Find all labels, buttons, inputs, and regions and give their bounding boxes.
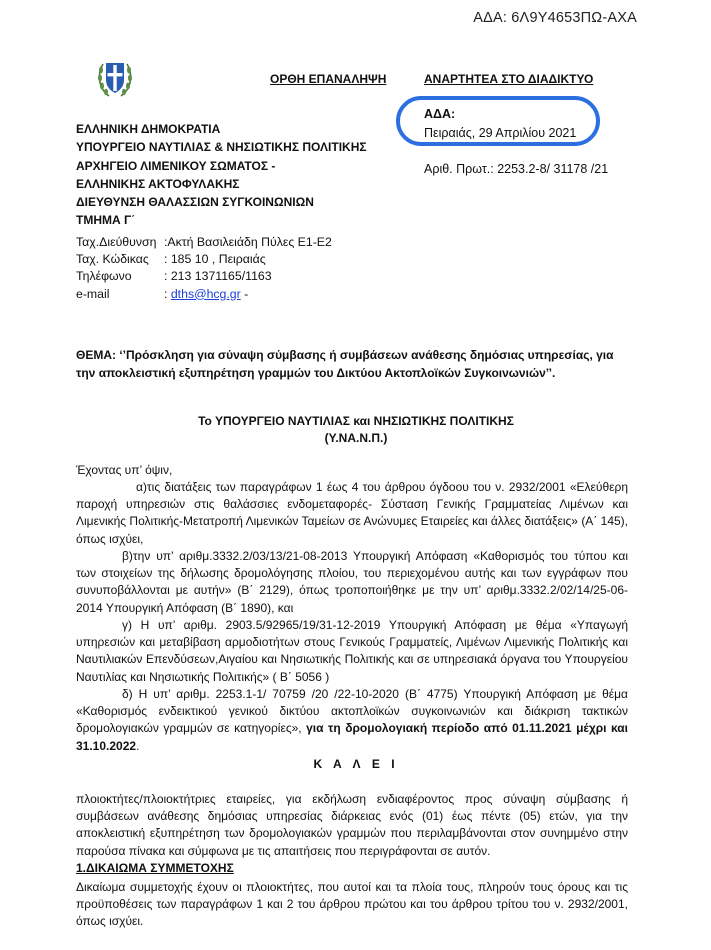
paragraph-a-text: α)τις διατάξεις των παραγράφων 1 έως 4 του άρθρου όγδοου του ν. 2932/2001 «Ελεύθερη παροχή υπηρεσιών στις θαλάσσιες ενδομεταφορές- Σύσταση Γενικής Γραμματείας Λιμένων και Λιμενικής Πολιτικής-Μετατροπή Λιμενικών Ταμείων σε Ανώνυμες Εταιρείες και άλλες διατάξεις» (Α΄ 145), όπως ισχύει, <box>76 480 628 546</box>
contact-address-row <box>76 234 332 251</box>
authority-title: Το ΥΠΟΥΡΓΕΙΟ ΝΑΥΤΙΛΙΑΣ και ΝΗΣΙΩΤΙΚΗΣ ΠΟΛΙΤΙΚΗΣ <box>198 414 514 428</box>
section-title: 1.ΔΙΚΑΙΩΜΑ ΣΥΜΜΕΤΟΧΗΣ <box>76 861 234 875</box>
invitation-text: πλοιοκτήτες/πλοιοκτήτριες εταιρείες, για εκδήλωση ενδιαφέροντος προς σύναψη σύμβασης ή συμβάσεων ανάθεσης δημόσιας υπηρεσίας διάρκειας ενός (01) έως πέντε (05) ετών, για την αποκλειστική εξυπηρέτηση των δρομολογιακών γραμμών που περιλαμβάνονται στον συνημμένο στην παρούσα πίνακα και σύμφωνα με τις απαιτήσεις που περιγράφονται σε αυτόν. <box>76 792 628 858</box>
contact-block <box>76 234 332 303</box>
subject: ΘΕΜΑ: ‘’Πρόσκληση για σύναψη σύμβασης ή συμβάσεων ανάθεσης δημόσιας υπηρεσίας, για την αποκλειστική εξυπηρέτηση γραμμών του Δικτύου Ακτοπλοϊκών Συγκοινωνιών’’. <box>76 348 614 380</box>
ada-label: ΑΔΑ: <box>424 107 456 121</box>
paragraph-d <box>76 686 628 755</box>
phone-label: Τηλέφωνο <box>76 269 132 284</box>
reference-block <box>424 105 608 179</box>
email-label: e-mail <box>76 286 110 301</box>
email-prefix: : <box>164 286 171 301</box>
contact-email-row <box>76 286 332 303</box>
ministry-line: ΕΛΛΗΝΙΚΗ ΔΗΜΟΚΡΑΤΙΑ <box>76 122 221 136</box>
address-label: Ταχ.Διεύθυνση <box>76 235 157 249</box>
paragraph-a <box>76 479 628 548</box>
email-suffix: - <box>240 286 249 301</box>
protocol-number: Αριθ. Πρωτ.: 2253.2-8/ 31178 /21 <box>424 162 609 176</box>
ministry-line: ΕΛΛΗΝΙΚΗΣ ΑΚΤΟΦΥΛΑΚΗΣ <box>76 176 240 191</box>
correction-header: ΟΡΘΗ ΕΠΑΝΑΛΗΨΗ <box>270 72 387 86</box>
postal-label: Ταχ. Κώδικας <box>76 252 149 267</box>
address-value: :Ακτή Βασιλειάδη Πύλες Ε1-Ε2 <box>164 235 332 249</box>
paragraph-d-period: για τη δρομολογιακή περίοδο από 01.11.2021 μέχρι και 31.10.2022 <box>76 721 629 753</box>
authority-acronym: (Υ.ΝΑ.Ν.Π.) <box>324 431 388 445</box>
paragraph-d-end: . <box>136 738 140 753</box>
kalei-heading: Κ Α Λ Ε Ι <box>313 757 399 771</box>
phone-value: : 213 1371165/1163 <box>164 269 272 284</box>
ministry-line: ΤΜΗΜΑ Γ΄ <box>76 213 136 228</box>
email-link[interactable]: dths@hcg.gr <box>170 286 241 301</box>
contact-phone-row <box>76 268 332 285</box>
ministry-block <box>76 120 367 230</box>
paragraph-b: β)την υπ’ αριθμ.3332.2/03/13/21-08-2013 Υπουργική Απόφαση «Καθορισμός του τύπου και των στοιχείων της δήλωσης δρομολόγησης πλοίου, του περιεχομένου αυτής και των εγγράφων που συνυποβάλλονται με αυτήν» (Β΄ 2129), όπως τροποποιήθηκε με την υπ’ αριθμ.3332.2/02/14/25-06-2014 Υπουργική Απόφαση (Β΄ 1890), και <box>76 549 628 615</box>
contact-postal-row <box>76 251 332 268</box>
paragraph-c: γ) Η υπ’ αριθμ. 2903.5/92965/19/31-12-2019 Υπουργική Απόφαση με θέμα «Υπαγωγή υπηρεσιών και μεταβίβαση αρμοδιοτήτων στους Γενικούς Γραμματείς, Λιμένων Λιμενικής Πολιτικής και Ναυτιλιακών Επενδύσεων,Αιγαίου και Νησιωτικής Πολιτικής και σε υπηρεσιακά όργανα του Υπουργείου Ναυτιλίας και Νησιωτικής Πολιτικής» ( Β΄ 5056 ) <box>76 618 628 684</box>
postal-value: : 185 10 , Πειραιάς <box>164 252 266 267</box>
paragraph-d-text: δ) Η υπ’ αριθμ. 2253.1-1/ 70759 /20 /22-10-2020 (Β΄ 4775) Υπουργική Απόφαση με θέμα «Καθορισμός ενδεικτικού γενικού δικτύου ακτοπλοϊκών συγκοινωνιών και διάκριση τακτικών δρομολογιακών γραμμών σε κατηγορίες», <box>76 687 628 736</box>
post-online-header: ΑΝΑΡΤΗΤΕΑ ΣΤΟ ΔΙΑΔΙΚΤΥΟ <box>424 72 594 86</box>
ministry-line: ΥΠΟΥΡΓΕΙΟ ΝΑΥΤΙΛΙΑΣ & ΝΗΣΙΩΤΙΚΗΣ ΠΟΛΙΤΙΚΗΣ <box>76 140 367 155</box>
section-text: Δικαίωμα συμμετοχής έχουν οι πλοιοκτήτες, που αυτοί και τα πλοία τους, πληρούν τους όρους και τις προϋποθέσεις των παραγράφων 1 και 2 του άρθρου πρώτου και του άρθρου τρίτου του ν. 2932/2001, όπως ισχύει. <box>76 880 628 929</box>
place-date: Πειραιάς, 29 Απριλίου 2021 <box>424 125 577 140</box>
having-regard: Έχοντας υπ’ όψιν, <box>76 463 173 477</box>
ministry-line: ΑΡΧΗΓΕΙΟ ΛΙΜΕΝΙΚΟΥ ΣΩΜΑΤΟΣ - <box>76 158 276 173</box>
ministry-line: ΔΙΕΥΘΥΝΣΗ ΘΑΛΑΣΣΙΩΝ ΣΥΓΚΟΙΝΩΝΙΩΝ <box>76 195 314 210</box>
ada-watermark: ΑΔΑ: 6Λ9Υ4653ΠΩ-ΑΧΑ <box>473 10 637 26</box>
greek-emblem-icon <box>95 54 135 102</box>
